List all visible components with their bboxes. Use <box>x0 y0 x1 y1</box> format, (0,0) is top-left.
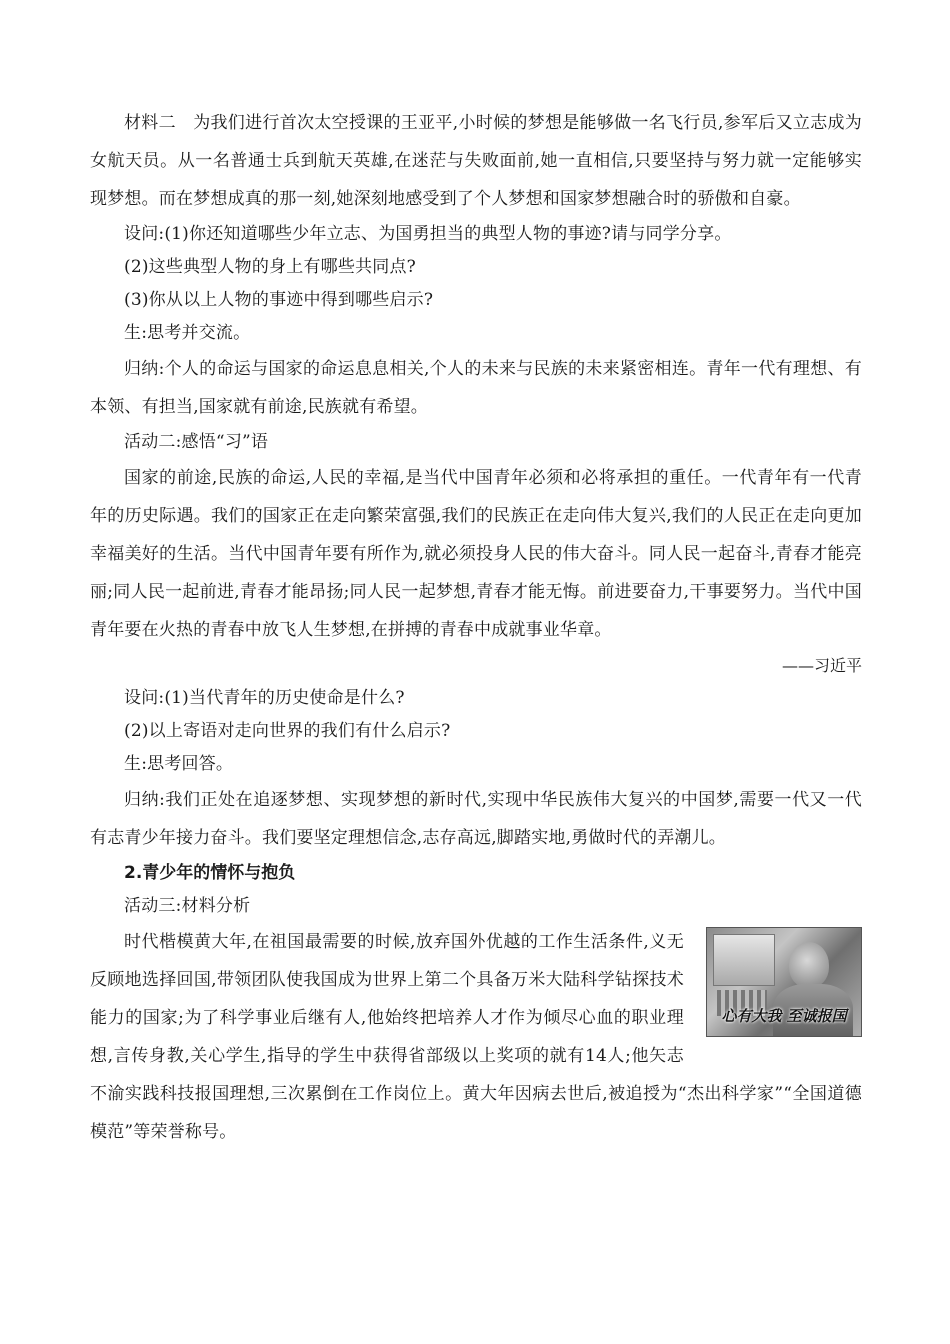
huang-danian-photo <box>706 927 862 1037</box>
activity-two-title: 活动二:感悟“习”语 <box>124 432 269 452</box>
activity-three-title: 活动三:材料分析 <box>124 896 251 916</box>
question-five: (2)以上寄语对走向世界的我们有什么启示? <box>124 721 451 741</box>
summary-one: 归纳:个人的命运与国家的命运息息相关,个人的未来与民族的未来紧密相连。青年一代有理想、有本领、有担当,国家就有前途,民族就有希望。 <box>90 359 862 417</box>
student-response-two: 生:思考回答。 <box>124 754 234 774</box>
section-two-title: 2.青少年的情怀与抱负 <box>124 863 296 883</box>
window-shape <box>713 934 775 986</box>
portrait-head-shape <box>789 942 829 988</box>
huang-danian-paragraph: 时代楷模黄大年,在祖国最需要的时候,放弃国外优越的工作生活条件,义无反顾地选择回国,带领团队使我国成为世界上第二个具备万米大陆科学钻探技术能力的国家;为了科学事业后继有人,他始终把培养人才作为倾尽心血的职业理想,言传身教,关心学生,指导的学生中获得省部级以上奖项的就有14人;他矢志不渝实践科技报国理想,三次累倒在工作岗位上。黄大年因病去世后,被追授为“杰出科学家”“全国道德模范”等荣誉称号。 <box>90 932 862 1142</box>
quote-paragraph: 国家的前途,民族的命运,人民的幸福,是当代中国青年必须和必将承担的重任。一代青年有一代青年的历史际遇。我们的国家正在走向繁荣富强,我们的民族正在走向伟大复兴,我们的人民正在走向更加幸福美好的生活。当代中国青年要有所作为,就必须投身人民的伟大奋斗。同人民一起奋斗,青春才能亮丽;同人民一起前进,青春才能昂扬;同人民一起梦想,青春才能无悔。前进要奋力,干事要努力。当代中国青年要在火热的青春中放飞人生梦想,在拼搏的青春中成就事业华章。 <box>90 468 862 640</box>
summary-two: 归纳:我们正处在追逐梦想、实现梦想的新时代,实现中华民族伟大复兴的中国梦,需要一代又一代有志青少年接力奋斗。我们要坚定理想信念,志存高远,脚踏实地,勇做时代的弄潮儿。 <box>90 790 862 848</box>
question-one: 设问:(1)你还知道哪些少年立志、为国勇担当的典型人物的事迹?请与同学分享。 <box>124 224 732 244</box>
document-page <box>90 104 862 1151</box>
material-two-paragraph: 材料二 为我们进行首次太空授课的王亚平,小时候的梦想是能够做一名飞行员,参军后又立志成为女航天员。从一名普通士兵到航天英雄,在迷茫与失败面前,她一直相信,只要坚持与努力就一定能够实现梦想。而在梦想成真的那一刻,她深刻地感受到了个人梦想和国家梦想融合时的骄傲和自豪。 <box>90 113 862 209</box>
student-response-one: 生:思考并交流。 <box>124 323 251 343</box>
photo-caption: 心有大我 至诚报国 <box>721 1007 847 1025</box>
huang-danian-block <box>90 923 862 1151</box>
question-three: (3)你从以上人物的事迹中得到哪些启示? <box>124 290 434 310</box>
question-four: 设问:(1)当代青年的历史使命是什么? <box>124 688 405 708</box>
question-two: (2)这些典型人物的身上有哪些共同点? <box>124 257 416 277</box>
quote-source: ——习近平 <box>781 656 862 675</box>
